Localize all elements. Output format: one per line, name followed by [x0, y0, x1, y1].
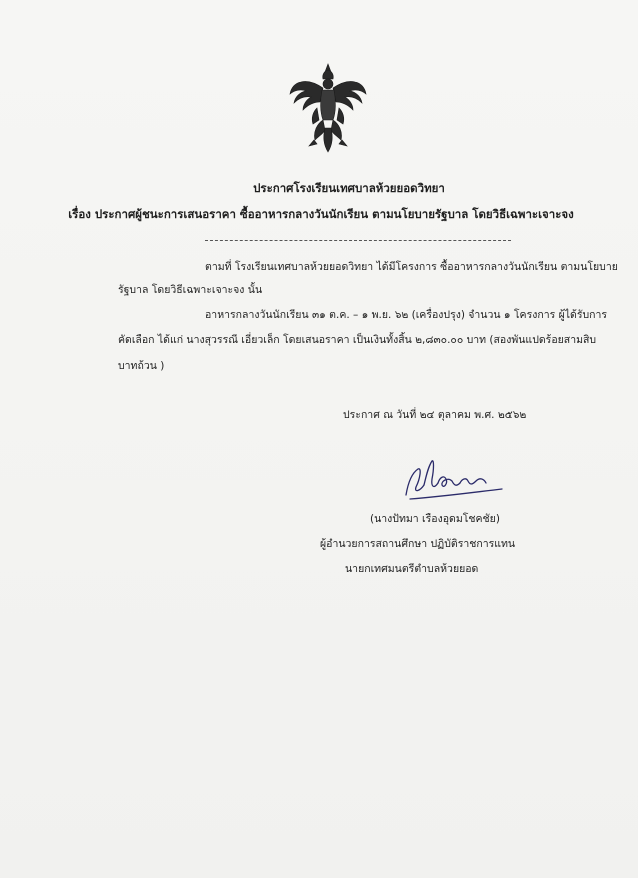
paragraph2-line2: คัดเลือก ได้แก่ นางสุวรรณี เอี่ยวเล็ก โดยเสนอราคา เป็นเงินทั้งสิ้น ๒,๘๓๐.๐๐ บาท (สองพันแปดร้อยสามสิบ — [118, 334, 597, 346]
garuda-emblem-icon — [287, 62, 369, 154]
signer-name: (นางปัทมา เรืองอุดมโชคชัย) — [370, 513, 500, 525]
signer-position-line1: ผู้อำนวยการสถานศึกษา ปฏิบัติราชการแทน — [320, 538, 516, 550]
handwritten-signature — [398, 455, 508, 507]
paragraph2-line1: อาหารกลางวันนักเรียน ๓๑ ต.ค. – ๑ พ.ย. ๖๒ (เครื่องปรุง) จำนวน ๑ โครงการ ผู้ได้รับการ — [205, 309, 608, 321]
document-title: ประกาศโรงเรียนเทศบาลห้วยยอดวิทยา — [253, 181, 445, 195]
paragraph1-line1: ตามที่ โรงเรียนเทศบาลห้วยยอดวิทยา ได้มีโครงการ ซื้ออาหารกลางวันนักเรียน ตามนโยบาย — [205, 261, 618, 273]
title-divider — [205, 240, 511, 241]
document-subject: เรื่อง ประกาศผู้ชนะการเสนอราคา ซื้ออาหารกลางวันนักเรียน ตามนโยบายรัฐบาล โดยวิธีเฉพาะเจาะจง — [68, 207, 574, 221]
announcement-date: ประกาศ ณ วันที่ ๒๔ ตุลาคม พ.ศ. ๒๕๖๒ — [343, 409, 527, 421]
signer-position-line2: นายกเทศมนตรีตำบลห้วยยอด — [345, 563, 479, 575]
paragraph2-line3: บาทถ้วน ) — [118, 360, 165, 372]
paragraph1-line2: รัฐบาล โดยวิธีเฉพาะเจาะจง นั้น — [118, 284, 263, 296]
